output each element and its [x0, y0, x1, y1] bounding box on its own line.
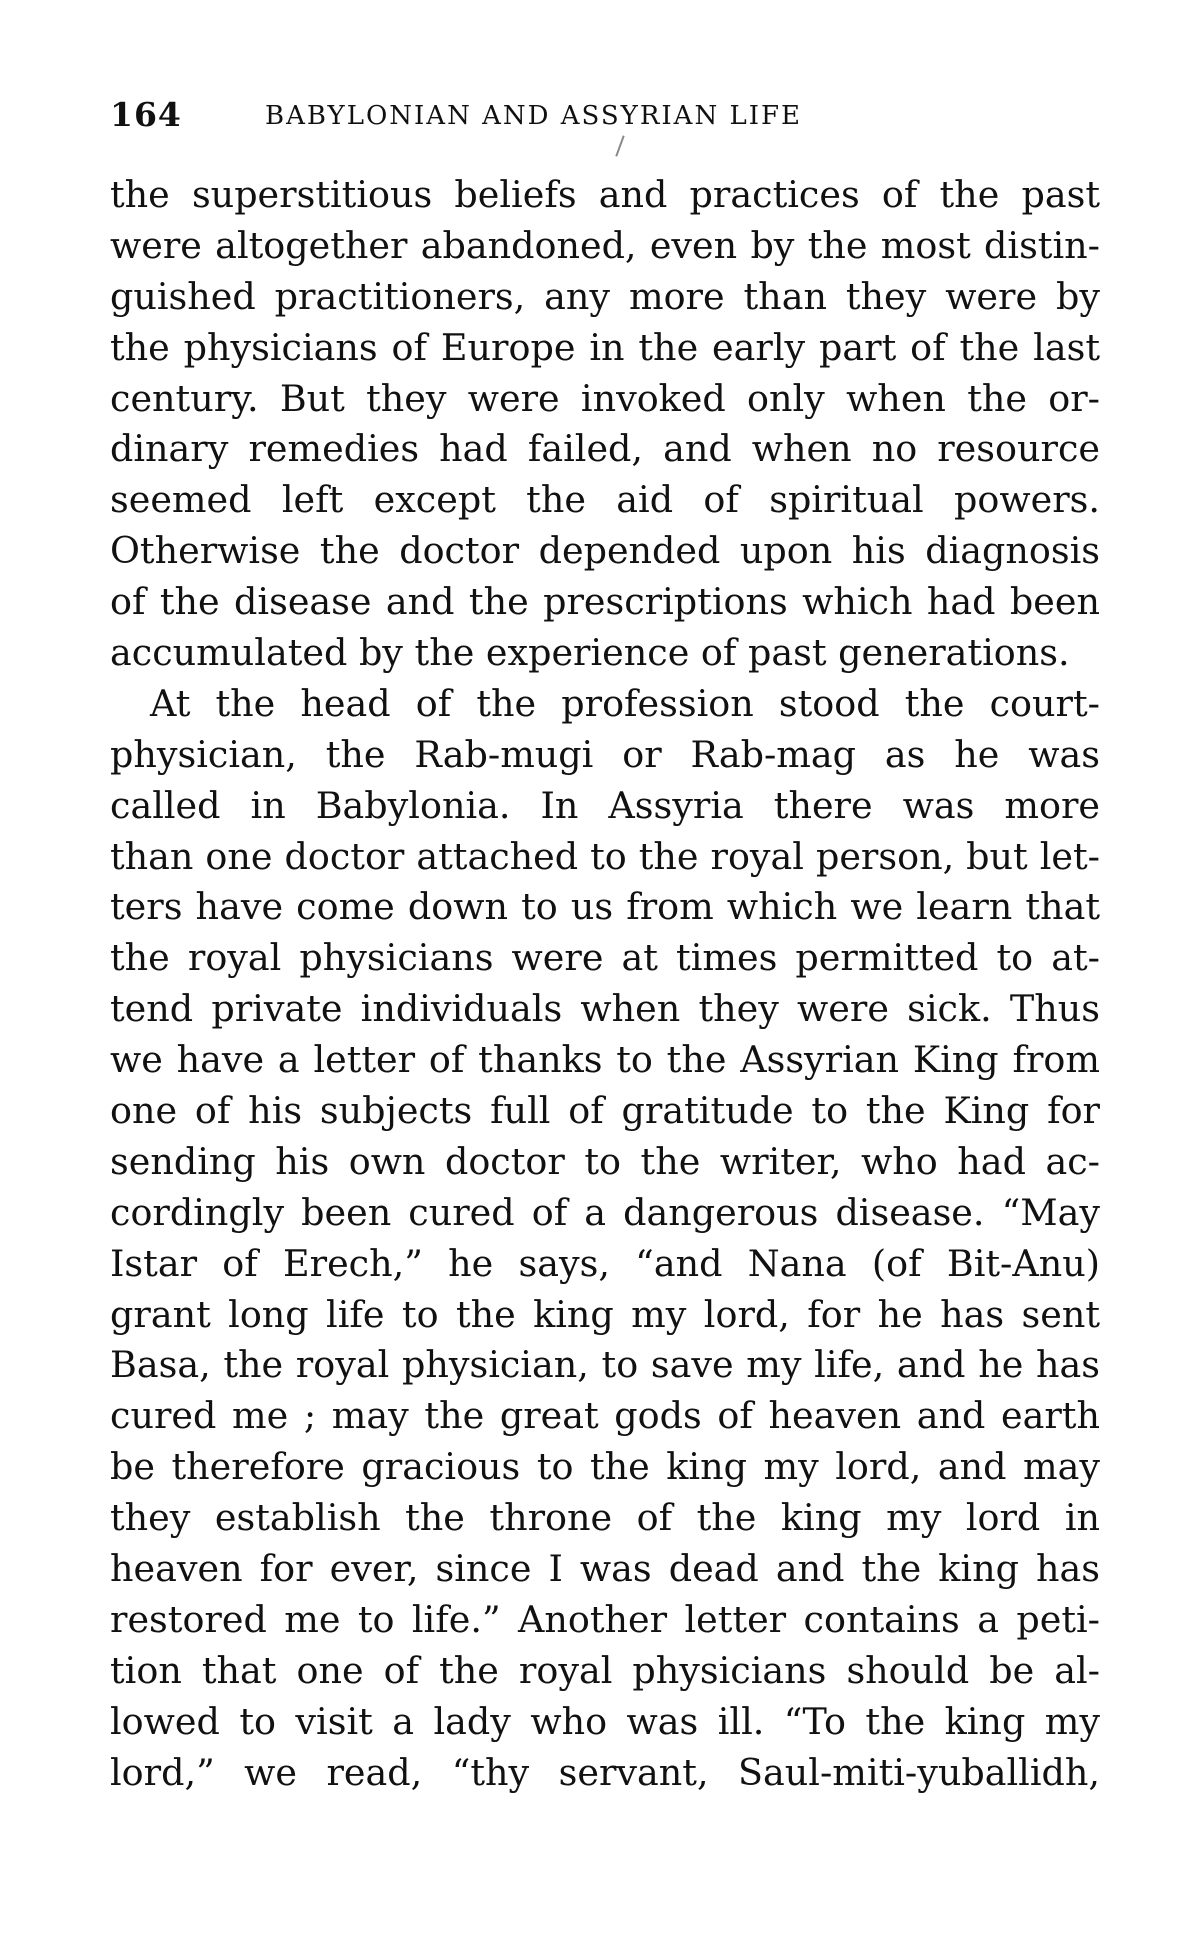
text-line: tion that one of the royal physicians should be al- [110, 1648, 1100, 1692]
text-line: Otherwise the doctor depended upon his diagnosis [110, 529, 1100, 573]
text-line: one of his subjects full of gratitude to the King for [110, 1089, 1100, 1133]
text-line: lord,” we read, “thy servant, Saul-miti-yuballidh, [110, 1750, 1100, 1794]
text-line: ters have come down to us from which we learn that [110, 885, 1100, 929]
text-line: At the head of the profession stood the court- [150, 681, 1100, 725]
text-line: cordingly been cured of a dangerous disease. “May [110, 1190, 1100, 1234]
text-line: sending his own doctor to the writer, who had ac- [110, 1139, 1100, 1183]
text-line: guished practitioners, any more than they were by [110, 274, 1100, 318]
text-line: heaven for ever, since I was dead and the king has [110, 1547, 1100, 1591]
text-line: dinary remedies had failed, and when no resource [110, 427, 1100, 471]
text-line: called in Babylonia. In Assyria there was more [110, 783, 1100, 827]
page-number: 164 [110, 95, 182, 134]
text-line: than one doctor attached to the royal person, but let- [110, 834, 1100, 878]
text-line: seemed left except the aid of spiritual powers. [110, 478, 1100, 522]
page-header [110, 95, 1100, 143]
text-line: lowed to visit a lady who was ill. “To the king my [110, 1699, 1100, 1743]
text-line: the superstitious beliefs and practices of the past [110, 173, 1100, 216]
text-line: be therefore gracious to the king my lord, and may [110, 1445, 1100, 1489]
text-line: the physicians of Europe in the early part of the last [110, 325, 1100, 369]
text-line: Basa, the royal physician, to save my life, and he has [110, 1343, 1100, 1387]
text-line: century. But they were invoked only when the or- [110, 376, 1100, 420]
body-text [110, 170, 1100, 1799]
text-line: cured me ; may the great gods of heaven and earth [110, 1394, 1100, 1438]
text-line: the royal physicians were at times permitted to at- [110, 936, 1100, 980]
running-head: BABYLONIAN AND ASSYRIAN LIFE [265, 101, 803, 131]
text-line: were altogether abandoned, even by the most distin- [110, 223, 1100, 267]
text-line: Istar of Erech,” he says, “and Nana (of Bit-Anu) [110, 1241, 1100, 1285]
text-line: they establish the throne of the king my lord in [110, 1496, 1100, 1540]
text-line: we have a letter of thanks to the Assyrian King from [110, 1038, 1100, 1082]
text-line: tend private individuals when they were sick. Thus [110, 987, 1100, 1031]
text-line: physician, the Rab-mugi or Rab-mag as he was [110, 732, 1100, 776]
text-line: accumulated by the experience of past generations. [110, 631, 1070, 675]
text-line: restored me to life.” Another letter contains a peti- [110, 1597, 1100, 1641]
text-line: of the disease and the prescriptions which had been [110, 580, 1100, 624]
text-line: grant long life to the king my lord, for he has sent [110, 1292, 1100, 1336]
